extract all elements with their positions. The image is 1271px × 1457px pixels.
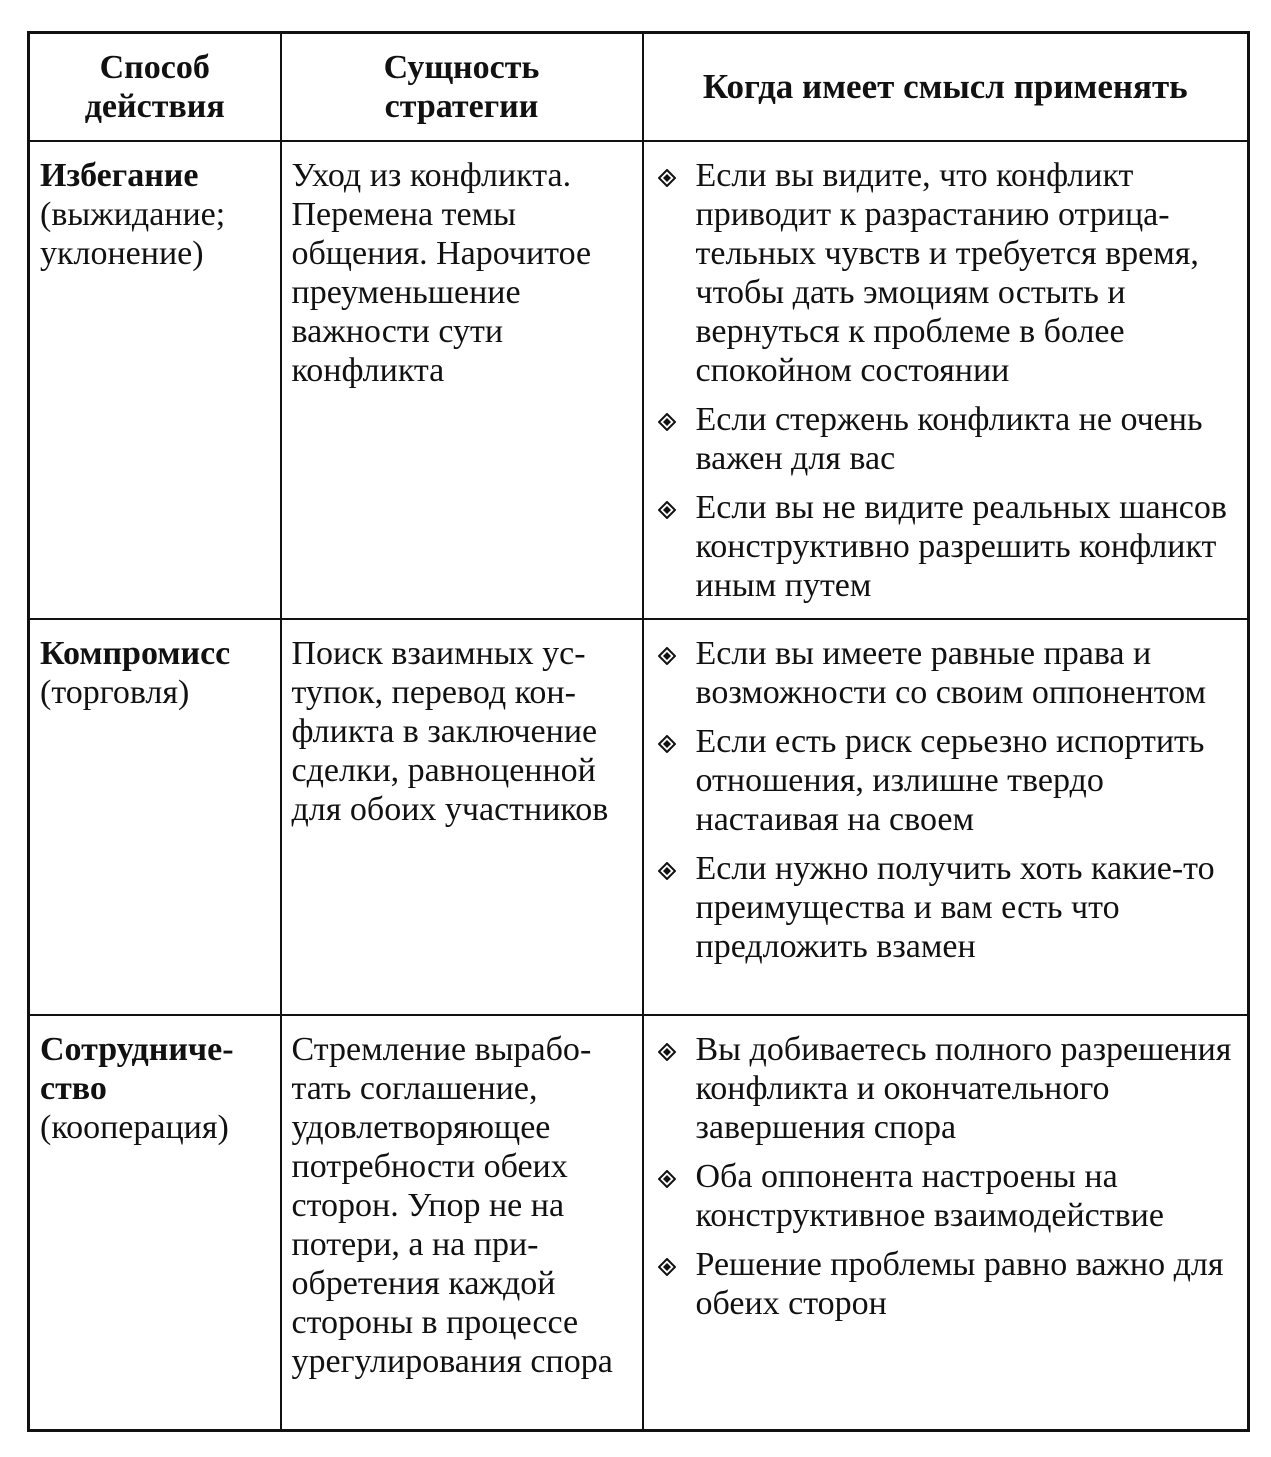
method-cell: [29, 141, 281, 619]
condition-item: [654, 156, 1238, 390]
condition-text: Если вы имеете равные права и возможности со своим оппонентом: [695, 634, 1206, 711]
header-method: Способ действия: [29, 33, 281, 141]
conditions-cell: [643, 619, 1249, 1015]
condition-text: Оба оппонента настроены на конструктивное взаимодействие: [695, 1157, 1164, 1234]
conditions-list: [654, 156, 1238, 605]
diamond-bullet-icon: [658, 169, 676, 187]
condition-text: Если вы видите, что конфликт приводит к разрастанию отрицательных чувств и требуется время, чтобы дать эмоциям остыть и вернуться к проблеме в более спокойном состоянии: [695, 156, 1199, 389]
method-name: Избегание: [40, 156, 199, 194]
method-name: Компромисс: [40, 634, 231, 672]
condition-text: Если стержень конфликта не очень важен для вас: [695, 400, 1203, 477]
method-cell: [29, 1015, 281, 1431]
condition-item: [654, 488, 1238, 605]
condition-item: [654, 1157, 1238, 1235]
diamond-bullet-icon: [658, 647, 676, 665]
method-cell: [29, 619, 281, 1015]
condition-item: [654, 400, 1238, 478]
condition-text: Если есть риск серьезно испортить отношения, излишне твердо настаивая на своем: [695, 722, 1205, 838]
diamond-bullet-icon: [658, 413, 676, 431]
diamond-bullet-icon: [658, 1170, 676, 1188]
table-header: [29, 33, 1249, 141]
diamond-bullet-icon: [658, 1258, 676, 1276]
condition-text: Если нужно получить хоть какие-то преимущества и вам есть что предложить взамен: [695, 849, 1215, 965]
condition-item: [654, 1245, 1238, 1323]
condition-item: [654, 1030, 1238, 1147]
header-essence: Сущность стратегии: [281, 33, 643, 141]
header-when: Когда имеет смысл применять: [643, 33, 1249, 141]
condition-text: Вы добиваетесь полного разрешения конфликта и окончательного завершения спора: [695, 1030, 1232, 1146]
table-row: [29, 619, 1249, 1015]
diamond-bullet-icon: [658, 501, 676, 519]
conditions-cell: [643, 141, 1249, 619]
condition-item: [654, 849, 1238, 966]
diamond-bullet-icon: [658, 1043, 676, 1061]
method-name: Сотрудничество: [40, 1030, 234, 1107]
condition-text: Если вы не видите реальных шансов конструктивно разрешить конфликт иным путем: [695, 488, 1227, 604]
table-body: [29, 141, 1249, 1431]
condition-item: [654, 634, 1238, 712]
condition-text: Решение проблемы равно важно для обеих сторон: [695, 1245, 1224, 1322]
method-alt: (торговля): [40, 673, 190, 711]
essence-cell: Уход из конфликта. Перемена темы общения. Нарочитое преуменьшение важности сути конфликта: [281, 141, 643, 619]
table-row: [29, 141, 1249, 619]
condition-item: [654, 722, 1238, 839]
method-alt: (выжидание; уклонение): [40, 195, 226, 272]
diamond-bullet-icon: [658, 862, 676, 880]
method-alt: (кооперация): [40, 1108, 229, 1146]
essence-cell: Стремление выработать соглашение, удовлетворяющее потребности обеих сторон. Упор не на потери, а на приобретения каждой стороны в процессе урегулирования спора: [281, 1015, 643, 1431]
diamond-bullet-icon: [658, 735, 676, 753]
essence-cell: Поиск взаимных уступок, перевод конфликта в заключение сделки, равноценной для обоих участников: [281, 619, 643, 1015]
conflict-strategies-table: [27, 31, 1250, 1432]
conditions-list: [654, 1030, 1238, 1323]
conditions-cell: [643, 1015, 1249, 1431]
table-row: [29, 1015, 1249, 1431]
header-row: [29, 33, 1249, 141]
conditions-list: [654, 634, 1238, 966]
